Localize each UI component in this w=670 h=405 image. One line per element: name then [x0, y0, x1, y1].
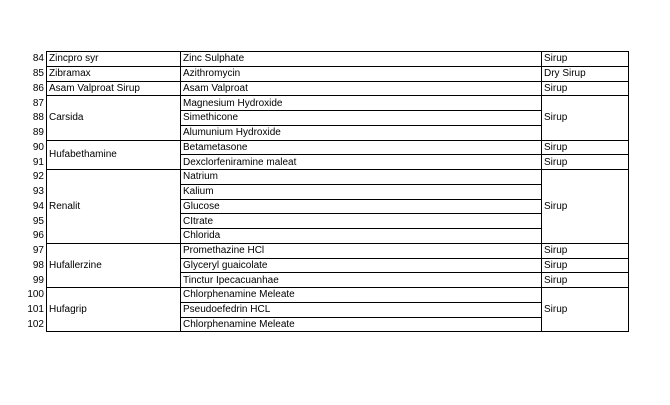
form-cell: Sirup — [542, 140, 629, 155]
content-cell: Pseudoefedrin HCL — [181, 302, 542, 317]
brand-cell: Carsida — [47, 96, 181, 140]
row-number: 84 — [32, 53, 44, 65]
content-cell: Glyceryl guaicolate — [181, 258, 542, 273]
row-number: 90 — [32, 141, 44, 153]
table-row — [24, 243, 629, 258]
table-row — [24, 52, 629, 67]
content-cell: Simethicone — [181, 111, 542, 126]
form-cell: Sirup — [542, 243, 629, 258]
content-cell: Magnesium Hydroxide — [181, 96, 542, 111]
row-number: 94 — [32, 200, 44, 212]
row-number: 91 — [32, 156, 44, 168]
brand-cell: Hufabethamine — [47, 140, 181, 170]
brand-cell: Renalit — [47, 170, 181, 244]
form-cell: Sirup — [542, 155, 629, 170]
table-row — [24, 288, 629, 303]
row-number: 87 — [32, 97, 44, 109]
row-number: 98 — [32, 259, 44, 271]
row-number: 97 — [32, 245, 44, 257]
drug-table — [24, 51, 629, 332]
row-number: 95 — [32, 215, 44, 227]
table-row — [24, 170, 629, 185]
form-cell: Sirup — [542, 170, 629, 244]
content-cell: Azithromycin — [181, 66, 542, 81]
row-number: 92 — [32, 171, 44, 183]
content-cell: Kalium — [181, 184, 542, 199]
table-row — [24, 96, 629, 111]
content-cell: Tinctur Ipecacuanhae — [181, 273, 542, 288]
content-cell: Glucose — [181, 199, 542, 214]
row-number: 102 — [27, 318, 44, 330]
row-number: 89 — [32, 127, 44, 139]
brand-cell: Zibramax — [47, 66, 181, 81]
form-cell: Sirup — [542, 52, 629, 67]
content-cell: Zinc Sulphate — [181, 52, 542, 67]
table-row — [24, 81, 629, 96]
form-cell: Sirup — [542, 258, 629, 273]
content-cell: Natrium — [181, 170, 542, 185]
row-number: 86 — [32, 82, 44, 94]
form-cell: Sirup — [542, 81, 629, 96]
brand-cell: Hufagrip — [47, 288, 181, 332]
content-cell: Asam Valproat — [181, 81, 542, 96]
row-number: 88 — [32, 112, 44, 124]
brand-cell: Zincpro syr — [47, 52, 181, 67]
form-cell: Sirup — [542, 96, 629, 140]
content-cell: Promethazine HCl — [181, 243, 542, 258]
row-number: 100 — [27, 289, 44, 301]
table-row — [24, 140, 629, 155]
content-cell: Betametasone — [181, 140, 542, 155]
form-cell: Sirup — [542, 273, 629, 288]
content-cell: Chlorphenamine Meleate — [181, 288, 542, 303]
content-cell: Chlorphenamine Meleate — [181, 317, 542, 332]
content-cell: CItrate — [181, 214, 542, 229]
row-number: 85 — [32, 68, 44, 80]
row-number: 99 — [32, 274, 44, 286]
brand-cell: Hufallerzine — [47, 243, 181, 287]
content-cell: Dexclorfeniramine maleat — [181, 155, 542, 170]
table-row — [24, 66, 629, 81]
form-cell: Dry Sirup — [542, 66, 629, 81]
content-cell: Alumunium Hydroxide — [181, 125, 542, 140]
row-number: 101 — [27, 304, 44, 316]
row-number: 93 — [32, 186, 44, 198]
content-cell: Chlorida — [181, 229, 542, 244]
form-cell: Sirup — [542, 288, 629, 332]
brand-cell: Asam Valproat Sirup — [47, 81, 181, 96]
row-number: 96 — [32, 230, 44, 242]
